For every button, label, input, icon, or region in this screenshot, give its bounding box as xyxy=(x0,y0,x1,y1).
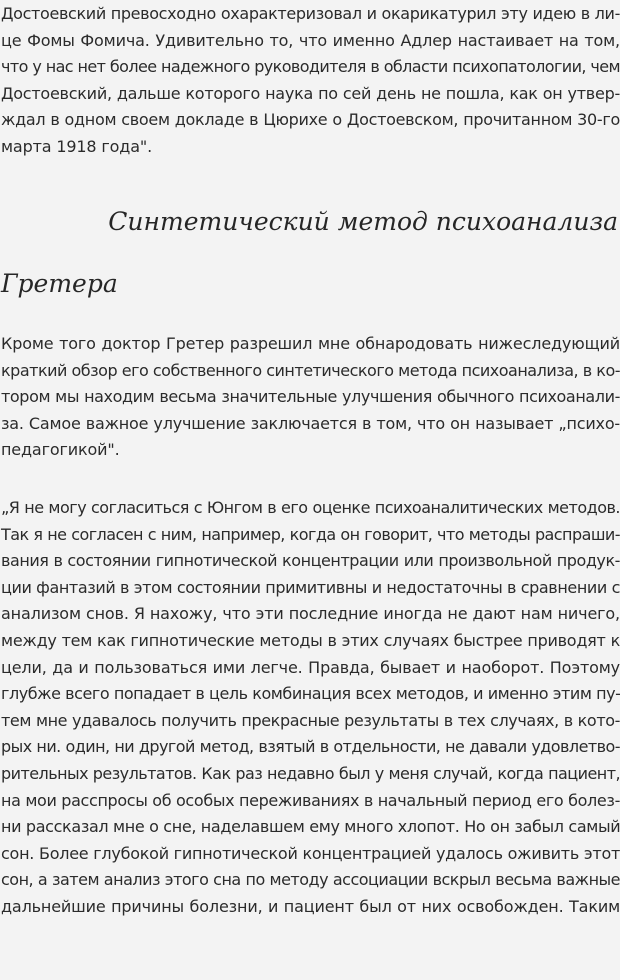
text-line: дальнейшие причины болезни, и пациент был от них освобожден. Таким xyxy=(1,896,620,916)
text-line: между тем как гипнотические методы в этих случаях быстрее приводят к xyxy=(1,630,620,650)
text-line: анализом снов. Я нахожу, что эти последние иногда не дают нам ничего, xyxy=(1,604,620,624)
text-line: что у нас нет более надежного руководителя в области психопатологии, чем xyxy=(1,57,620,77)
text-line: рительных результатов. Как раз недавно был у меня случай, когда пациент, xyxy=(1,763,620,783)
text-line: це Фомы Фомича. Удивительно то, что именно Адлер настаивает на том, xyxy=(1,30,620,50)
text-line: Так я не согласен с ним, например, когда он говорит, что методы распраши- xyxy=(1,524,620,544)
text-line: тором мы находим весьма значительные улучшения обычного психоанали- xyxy=(1,387,620,407)
text-line: ции фантазий в этом состоянии примитивны и недостаточны в сравнении с xyxy=(1,577,620,597)
paragraph-dostoevsky xyxy=(1,1,620,161)
text-line: марта 1918 года". xyxy=(1,136,153,156)
text-line: сон, а затем анализ этого сна по методу ассоциации вскрыл весьма важные xyxy=(1,870,620,890)
text-line: сон. Более глубокой гипнотической концентрацией удалось оживить этот xyxy=(1,843,620,863)
section-heading-line: Гретера xyxy=(1,269,118,298)
text-line: Достоевский, дальше которого наука по сей день не пошла, как он утвер- xyxy=(1,83,620,103)
paragraph-greter-intro xyxy=(1,331,620,464)
text-line: тем мне удавалось получить прекрасные результаты в тех случаях, в кото- xyxy=(1,710,620,730)
text-line: педагогикой". xyxy=(1,440,120,460)
text-line: на мои расспросы об особых переживаниях в начальный период его болез- xyxy=(1,790,620,810)
text-line: глубже всего попадает в цель комбинация всех методов, и именно этим пу- xyxy=(1,684,620,704)
text-line: рых ни. один, ни другой метод, взятый в отдельности, не давали удовлетво- xyxy=(1,737,620,757)
section-heading xyxy=(1,191,620,315)
text-line: за. Самое важное улучшение заключается в том, что он называет „психо- xyxy=(1,413,620,433)
paragraph-greter-quote xyxy=(1,495,620,921)
text-line: „Я не могу согласиться с Юнгом в его оценке психоаналитических методов. xyxy=(1,498,620,517)
text-line: ждал в одном своем докладе в Цюрихе о Достоевском, прочитанном 30-го xyxy=(1,110,620,130)
text-line: ни рассказал мне о сне, наделавшем ему много хлопот. Но он забыл самый xyxy=(1,817,620,837)
text-line: Достоевский превосходно охарактеризовал и окарикатурил эту идею в ли- xyxy=(1,4,620,23)
text-line: вания в состоянии гипнотической концентрации или произвольной продук- xyxy=(1,551,620,571)
text-line: краткий обзор его собственного синтетического метода психоанализа, в ко- xyxy=(1,360,620,380)
text-line: Кроме того доктор Гретер разрешил мне обнародовать нижеследующий xyxy=(1,334,620,353)
text-line: цели, да и пользоваться ими легче. Правда, бывает и наоборот. Поэтому xyxy=(1,657,620,677)
section-heading-line: Синтетический метод психоанализа xyxy=(108,207,618,236)
